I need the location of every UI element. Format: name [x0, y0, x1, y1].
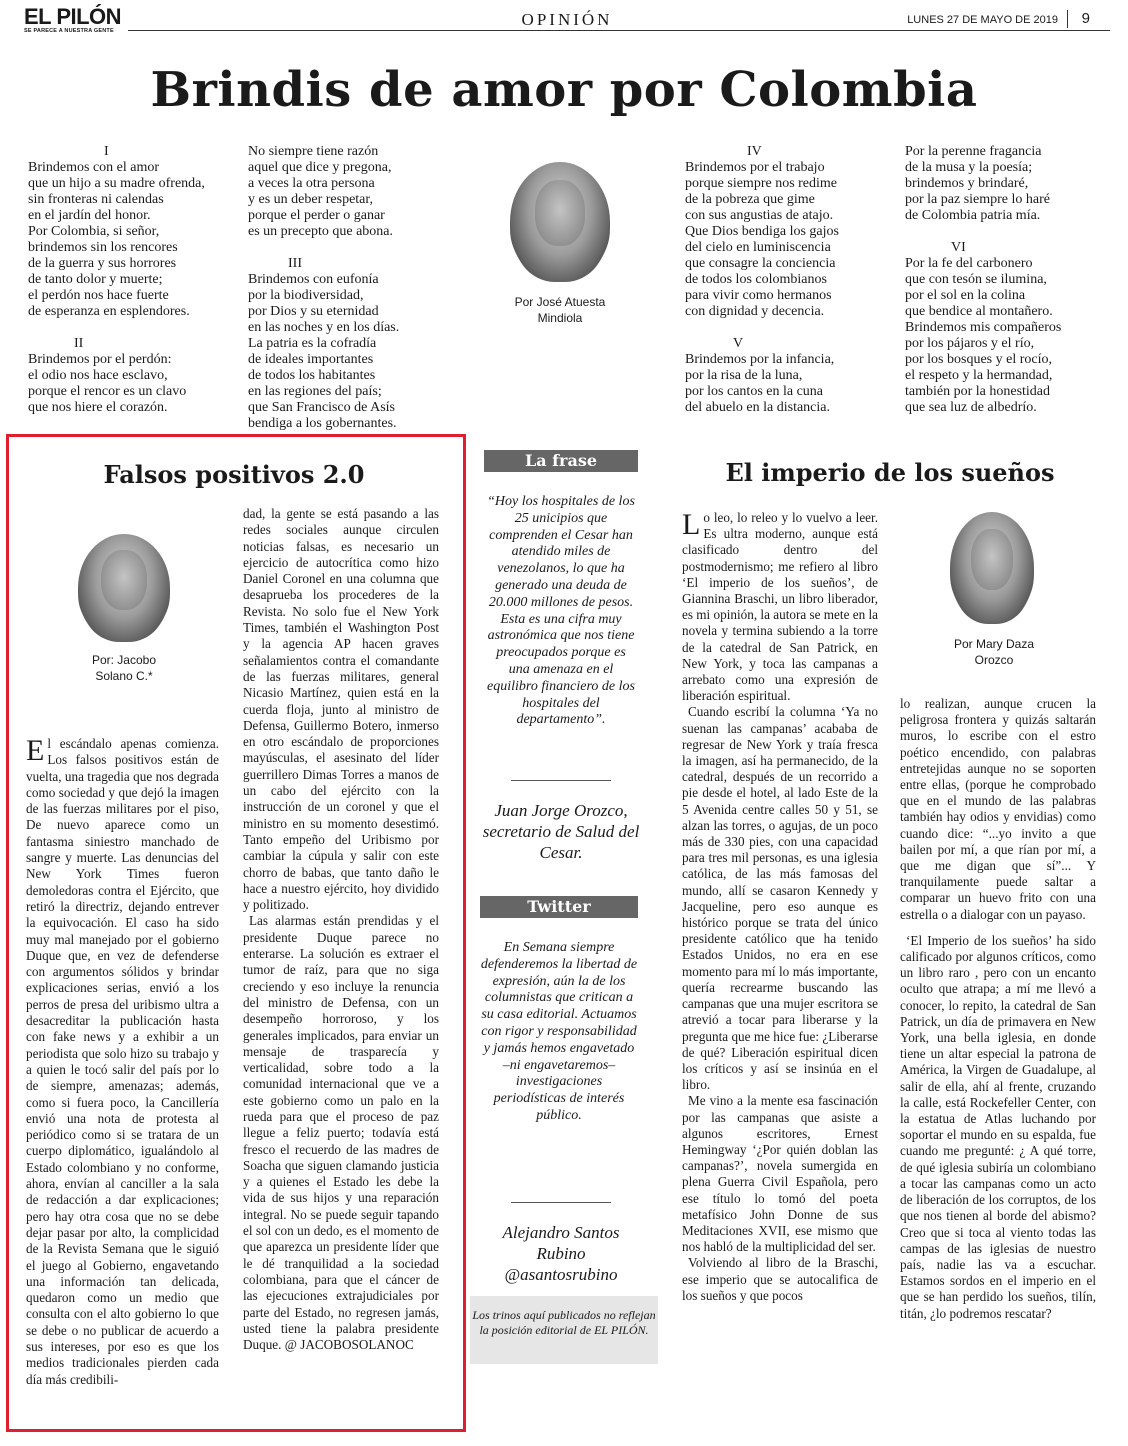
poem-line: que sea luz de albedrío. [905, 400, 1037, 415]
paragraph: Las alarmas están prendidas y el presidente Duque parece no enterarse. La solución es extraer el tumor de raíz, para que no siga creciendo y eso incluye la renuncia del ministro de Defensa, con un desempeño horroroso, y los generales implicados, para enviar un mensaje de trasparecía y verticalidad, sobre todo a la comunidad internacional que ve a este gobierno como un palo en la rueda para que el proceso de paz llegue a feliz puerto; todavía está fresco el recuerdo de las madres de Soacha que siguen clamando justicia y a quienes el Estado les debe la vida de sus hijos y una reparación integral. No se puede seguir tapando el sol con un dedo, es el momento de que aparezca un presidente líder que le dé tranquilidad a la sociedad colombiana, para que el cáncer de las ejecuciones extrajudiciales por parte del Estado, no regresen jamás, usted tiene la palabra presidente Duque. @ JACOBOSOLANOC [243, 913, 439, 1353]
poem-line: por los bosques y el rocío, [905, 352, 1052, 367]
poem-line: Que Dios bendiga los gajos [685, 224, 839, 239]
poem-line: por el sol en la colina [905, 288, 1026, 303]
poem-line: de la musa y la poesía; [905, 160, 1033, 175]
paragraph: l escándalo apenas comienza. Los falsos positivos están de vuelta, una tragedia que nos degrada como sociedad y que dejó la imagen de las fuerzas militares por el piso, De nuevo aparece como un fantasma siniestro manchado de sangre y muerte. Las denuncias del New York Times fueron demoledoras contra el Ejército, que retiró la directriz, dejando entrever la equivocación. El caso ha sido muy mal manejado por el gobierno Duque que, en vez de defenderse con argumentos sólidos y brindar explicaciones serias, envió a los perros de presa del uribismo ultra a desacreditar la publicación hasta con fake news y a exhibir a un periodista que solo hizo su trabajo y a quien le tocó salir del país por lo de siempre, amenazas; además, como si fuera poco, la Cancillería envió una nota de protesta al periódico como si se tratara de un cuerpo diplomático, igualándolo al Estado colombiano y no conforme, ahora, envían al canciller a la sala de redacción a dar explicaciones; pero hay otra cosa que no se debe dejar pasar por alto, la complicidad de la Revista Semana que le siguió el juego al Gobierno, engavetando una información tan delicada, quedaron como un medio que consulta con el alto gobierno lo que se debe o no publicar de acuerdo a sus intereses, por eso es que los medios tradicionales pierden cada día más credibili- [26, 736, 219, 1387]
poem-line: aquel que dice y pregona, [248, 160, 392, 175]
poem-line: por los cantos en la cuna [685, 384, 824, 399]
poem-line: del abuelo en la distancia. [685, 400, 830, 415]
poem-line: para vivir como hermanos [685, 288, 832, 303]
poem-line: de la pobreza que gime [685, 192, 815, 207]
poem-line: que bendice al montañero. [905, 304, 1053, 319]
stanza [685, 352, 885, 416]
poem-line: brindemos y brindaré, [905, 176, 1029, 191]
imperio-author-caption [932, 636, 1056, 668]
poem-line: de tanto dolor y muerte; [28, 272, 163, 287]
caption-line: Por: Jacobo [91, 653, 157, 667]
poem-line: de ideales importantes [248, 352, 374, 367]
poem-line: el odio nos hace esclavo, [28, 368, 168, 383]
stanza-number: III [288, 256, 302, 271]
caption-line: Por Mary Daza [953, 637, 1035, 651]
la-frase-attribution: Juan Jorge Orozco, secretario de Salud del Cesar. [482, 801, 640, 862]
poem-line: brindemos sin los rencores [28, 240, 178, 255]
stanza [905, 256, 1105, 416]
poem-line: No siempre tiene razón [248, 144, 379, 159]
poem-line: sin fronteras ni calendas [28, 192, 164, 207]
poem-title: Brindis de amor por Colombia [150, 62, 978, 118]
poem-line: Por la fe del carbonero [905, 256, 1033, 271]
poem-line: que con tesón se ilumina, [905, 272, 1047, 287]
poem-line: y es un deber respetar, [248, 192, 373, 207]
stanza-number: I [104, 144, 109, 159]
stanza-number: VI [951, 240, 966, 255]
poem-line: por la paz siempre lo haré [905, 192, 1050, 207]
stanza-number: II [74, 336, 84, 351]
poem-line: por los pájaros y el río, [905, 336, 1035, 351]
poem-line: es un precepto que abona. [248, 224, 393, 239]
poem-line: La patria es la cofradía [248, 336, 377, 351]
stanza [248, 144, 448, 240]
caption-line: Por José Atuesta [514, 295, 606, 309]
poem-line: Brindemos por la infancia, [685, 352, 835, 367]
stanza [905, 144, 1105, 224]
poem-line: a veces la otra persona [248, 176, 375, 191]
paragraph: o leo, lo releo y lo vuelvo a leer. Es ultra moderno, aunque está clasificado dentro del postmodernismo; me refiero al libro ‘El imperio de los sueños’, de Giannina Braschi, un libro liberador, es mi opinión, la autora se mete en la novela y termina subiendo a la torre de la catedral de San Patrick, en New York, y toca las campanas a arrebato como una expresión de liberación espiritual. [682, 510, 878, 704]
falsos-title: Falsos positivos 2.0 [103, 460, 365, 489]
page-number: 9 [1081, 10, 1090, 27]
poem-line: porque el rencor es un clavo [28, 384, 187, 399]
paragraph: Me vino a la mente esa fascinación por las campanas que asiste a algunos escritores, Ernest Hemingway ‘¿Por quién doblan las campanas?’, novela sumergida en plena Guerra Civil Española, pero ese título lo tomó del poeta metafísico John Donne de sus Meditaciones XVII, ese mismo que nos habló de la multiplicidad del ser. [682, 1093, 878, 1255]
author-photo-solano [78, 534, 170, 642]
drop-cap: L [682, 508, 701, 541]
caption-line: Orozco [974, 653, 1014, 667]
logo-tagline: SE PARECE A NUESTRA GENTE [24, 28, 114, 34]
imperio-column-2 [900, 696, 1096, 1322]
poem-line: Brindemos con eufonía [248, 272, 379, 287]
paragraph: Cuando escribí la columna ‘Ya no suenan las campanas’ acababa de regresar de New York y traía fresca la imagen, así ha permanecido, de la catedral, después de un recorrido a pie desde el hotel, al lado Este de la 5 Avenida centre calles 50 y 51, se alzan las torres, o agujas, de un poco más de 330 pies, con una capacidad para tres mil personas, es una iglesia católica, de las más famosas del mundo, allí se casaron Kennedy y Jacqueline, pero eso aunque es histórico porque se trata del único presidente católico que ha tenido Estados Unidos, no era en ese momento para mí lo más importante, quería recrearme buscando las campanas que una mujer escritora se atrevió a tocar para liberarse y la pregunta que me hice fue: ¿Liberarse de qué? Liberación espiritual dicen los críticos y así se insinúa en el libro. [682, 704, 878, 1093]
author-photo-daza [950, 512, 1034, 624]
stanza [685, 160, 885, 320]
poem-line: Brindemos mis compañeros [905, 320, 1062, 335]
twitter-quote: En Semana siempre defenderemos la libertad de expresión, aún la de los columnistas que critican a su casa editorial. Actuamos con rigor y responsabilidad y jamás hemos engavetado –ni engavetaremos– investigaciones periodísticas de interés público. [480, 940, 638, 1123]
stanza-number: V [733, 336, 744, 351]
poem-line: por Dios y su eternidad [248, 304, 379, 319]
poem-line: en el jardín del honor. [28, 208, 151, 223]
poem-line: por la risa de la luna, [685, 368, 803, 383]
poem-column-1 [28, 144, 238, 416]
poem-column-3 [685, 144, 885, 416]
paragraph: dad, la gente se está pasando a las redes sociales aunque circulen noticias falsas, es necesario un ejercicio de autocrítica como hizo Daniel Coronel en una columna que desaprueba los procederes de la Revista. No solo fue el New York Times, también el Washington Post y la agencia AP hacen graves señalamientos contra el comandante de las fuerzas militares, general Nicasio Martínez, quien está en la cuerda floja, junto al ministro de Defensa, Guillermo Botero, inmerso en otro escándalo de proporciones mayúsculas, el asesinato del líder guerrillero Dimas Torres a manos de un cabo del ejército con la instrucción de un coronel y que el ministro en su momento desestimó. Tanto empeño del Uribismo por cambiar la cúpula y salir con este chorro de babas, que tanto daño le hace a nuestro ejército, hoy dividido y politizado. [243, 506, 439, 913]
twitter-disclaimer: Los trinos aquí publicados no reflejan la posición editorial de EL PILÓN. [470, 1296, 658, 1364]
logo-name: EL PILÓN [24, 4, 122, 29]
poem-line: porque el perder o ganar [248, 208, 385, 223]
masthead [24, 6, 1110, 36]
falsos-column-1 [26, 736, 219, 1388]
la-frase-quote: “Hoy los hospitales de los 25 unicipios que comprenden el Cesar han atendido miles de venezolanos, lo que ha generado una deuda de 20.000 millones de pesos. Esta es una cifra muy astronómica que nos tiene preocupados porque es una amenaza en el equilibro financiero de los hospitales del departamento”. [487, 494, 635, 728]
caption-line: Mindiola [537, 311, 583, 325]
stanza [248, 272, 448, 432]
poem-line: el perdón nos hace fuerte [28, 288, 169, 303]
poem-author-caption [490, 294, 630, 326]
drop-cap: E [26, 734, 45, 767]
poem-line: bendiga a los gobernantes. [248, 416, 397, 431]
paragraph: ‘El Imperio de los sueños’ ha sido calificado por algunos críticos, como un libro raro , pero con un encanto oculto que atrapa; a mí me llevó a conocer, lo repito, la catedral de San Patrick, un día de primavera en New York, una bella iglesia, en donde tiene un altar especial la patrona de América, la Virgen de Guadalupe, al salir de ella, ahí al frente, cruzando la calle, está Rockefeller Center, con la estatua de Atlas luchando por soportar el mundo en su espalda, fue cuando me pregunté: ¿ A qué torre, de qué iglesia subiría un colombiano a tocar las campanas como un acto de liberación de los corruptos, de los que nos tienen al borde del abismo? Creo que si toca al viento todas las campas de las iglesias de nuestro país, nadie las va a escuchar. Estamos sordos en el imperio en el que se han perdido los sueños, tilín, titán, ¿lo podremos rescatar? [900, 932, 1096, 1321]
author-photo-atuesta [510, 162, 610, 282]
poem-line: en las noches y en los días. [248, 320, 400, 335]
poem-line: que San Francisco de Asís [248, 400, 395, 415]
poem-column-2 [248, 144, 448, 432]
poem-line: Brindemos por el trabajo [685, 160, 825, 175]
falsos-author-caption [56, 652, 192, 684]
header-separator [1067, 10, 1068, 28]
stanza-number: IV [747, 144, 762, 159]
poem-line: del cielo en luminiscencia [685, 240, 831, 255]
poem-line: con dignidad y decencia. [685, 304, 825, 319]
poem-line: Por la perenne fragancia [905, 144, 1042, 159]
stanza [28, 160, 238, 320]
section-name: OPINIÓN [521, 10, 613, 29]
header-rule [128, 30, 1110, 31]
twitter-header: Twitter [480, 896, 638, 918]
poem-line: de Colombia patria mía. [905, 208, 1041, 223]
poem-line: que nos hiere el corazón. [28, 400, 168, 415]
poem-line: el respeto y la hermandad, [905, 368, 1053, 383]
poem-line: de la guerra y sus horrores [28, 256, 177, 271]
divider [511, 1202, 611, 1203]
imperio-title: El imperio de los sueños [725, 458, 1055, 487]
poem-line: también por la honestidad [905, 384, 1051, 399]
poem-column-4 [905, 144, 1105, 416]
poem-line: Brindemos por el perdón: [28, 352, 172, 367]
poem-line: Brindemos con el amor [28, 160, 160, 175]
la-frase-header: La frase [484, 450, 638, 472]
poem-line: de todos los colombianos [685, 272, 827, 287]
poem-line: de todos los habitantes [248, 368, 376, 383]
stanza [28, 352, 238, 416]
poem-line: Por Colombia, si señor, [28, 224, 160, 239]
issue-date: LUNES 27 DE MAYO DE 2019 [907, 14, 1058, 26]
twitter-attribution: Alejandro Santos Rubino @asantosrubino [502, 1223, 620, 1284]
poem-line: con sus angustias de atajo. [685, 208, 834, 223]
imperio-column-1 [682, 510, 878, 1304]
paragraph: lo realizan, aunque crucen la peligrosa frontera y quizás saltarán muros, lo escribe con el estro poético encendido, con palabras entretejidas aunque no se soporten entre ellas, (porque he comprobado que en el mundo de las palabras también hay odios y envidias) como cuando dice: “...yo invito a que bailen por mí, a que rían por mí, a que me digan que sí”... Y tranquilamente puede saltar a comparar un huevo frito con una estrella o a dialogar con un payaso. [900, 696, 1096, 922]
caption-line: Solano C.* [95, 669, 153, 683]
poem-line: de esperanza en esplendores. [28, 304, 190, 319]
poem-line: que consagre la conciencia [685, 256, 836, 271]
poem-line: por la biodiversidad, [248, 288, 364, 303]
poem-line: que un hijo a su madre ofrenda, [28, 176, 205, 191]
poem-line: porque siempre nos redime [685, 176, 838, 191]
poem-line: en las regiones del país; [248, 384, 382, 399]
paragraph: Volviendo al libro de la Braschi, ese imperio que se autocalifica de los sueños y que pocos [682, 1255, 878, 1303]
divider [511, 780, 611, 781]
falsos-column-2 [243, 506, 439, 1353]
